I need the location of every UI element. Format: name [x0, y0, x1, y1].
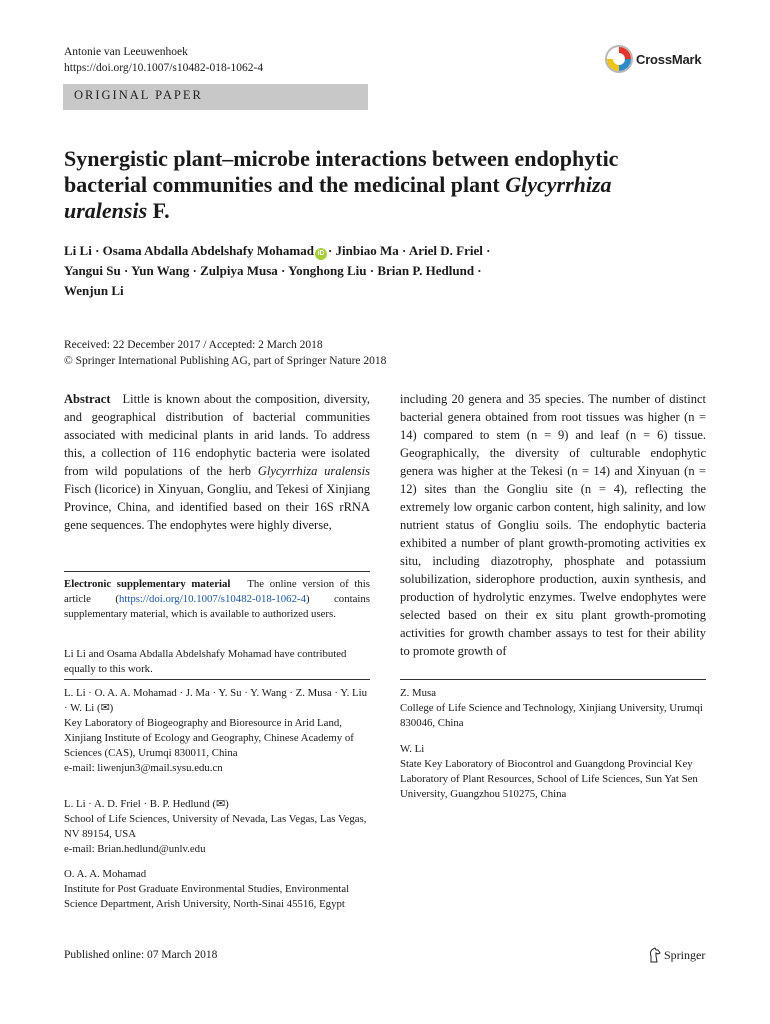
affiliation-address: School of Life Sciences, University of Nevada, Las Vegas, Las Vegas, NV 89154, USA	[64, 813, 367, 840]
affiliation-block	[64, 797, 370, 857]
affiliation-address: Institute for Post Graduate Environmental Studies, Environmental Science Department, Arish University, North-Sinai 45516, Egypt	[64, 883, 350, 910]
springer-label: Springer	[664, 947, 706, 962]
affiliation-names: L. Li · O. A. A. Mohamad · J. Ma · Y. Su · Y. Wang · Z. Musa · Y. Liu · W. Li (✉)	[64, 687, 368, 714]
esm-text-b: ) contains supplementary material, which is available to authorized users.	[64, 593, 370, 620]
authors-line-2: Yangui Su · Yun Wang · Zulpiya Musa · Yonghong Liu · Brian P. Hedlund ·	[64, 263, 482, 278]
affiliation-email[interactable]: e-mail: liwenjun3@mail.sysu.edu.cn	[64, 762, 223, 774]
authors-rest: · Jinbiao Ma · Ariel D. Friel ·	[327, 243, 491, 258]
article-title	[64, 146, 684, 224]
affiliation-names: W. Li	[400, 743, 425, 755]
affiliation-address: Key Laboratory of Biogeography and Bioresource in Arid Land, Xinjiang Institute of Ecology and Geography, Chinese Academy of Sciences (CAS), Urumqi 830011, China	[64, 717, 354, 759]
journal-header	[64, 44, 263, 76]
affiliation-names: Z. Musa	[400, 687, 436, 699]
abstract-text-a: Little is known about the composition, diversity, and geographical distribution of bacterial communities associated with medicinal plants in arid lands. To address this, a collection of 116 endophytic bacteria were isolated from wild populations of the herb	[64, 392, 371, 478]
affiliation-block	[64, 686, 370, 776]
esm-note	[64, 577, 370, 622]
abstract-heading: Abstract	[64, 392, 111, 406]
title-authority: F.	[147, 198, 170, 223]
affiliation-names: L. Li · A. D. Friel · B. P. Hedlund (✉)	[64, 798, 229, 810]
authors-line-1	[64, 241, 694, 261]
title-species: Glycyrrhiza uralensis	[64, 172, 612, 223]
contribution-note: Li Li and Osama Abdalla Abdelshafy Mohamad have contributed equally to this work.	[64, 648, 347, 675]
received-accepted: Received: 22 December 2017 / Accepted: 2 March 2018	[64, 339, 323, 351]
affiliation-block	[64, 867, 370, 912]
affiliation-block	[400, 686, 706, 731]
orcid-icon[interactable]: iD	[315, 248, 327, 260]
journal-name: Antonie van Leeuwenhoek	[64, 46, 188, 58]
affiliation-address: College of Life Science and Technology, Xinjiang University, Urumqi 830046, China	[400, 702, 703, 729]
abstract-species: Glycyrrhiza uralensis	[257, 464, 370, 478]
article-dates	[64, 337, 386, 369]
doi-link[interactable]: https://doi.org/10.1007/s10482-018-1062-4	[64, 62, 264, 74]
affiliation-block	[400, 742, 706, 802]
affiliation-divider-left	[64, 679, 370, 680]
affiliation-names: O. A. A. Mohamad	[64, 868, 147, 880]
title-text: Synergistic plant–microbe interactions between endophytic bacterial communities and the medicinal plant	[64, 146, 619, 197]
authors-line-3: Wenjun Li	[64, 283, 124, 298]
affiliation-address: State Key Laboratory of Biocontrol and Guangdong Provincial Key Laboratory of Plant Resources, School of Life Sciences, Sun Yat Sen University, Guangzhou 510275, China	[400, 758, 698, 800]
crossmark-icon	[604, 44, 634, 74]
esm-link[interactable]: https://doi.org/10.1007/s10482-018-1062-4	[119, 593, 306, 605]
affiliation-email[interactable]: e-mail: Brian.hedlund@unlv.edu	[64, 843, 206, 855]
affiliation-divider-right	[400, 679, 706, 680]
crossmark-badge[interactable]	[604, 44, 714, 74]
abstract-continued: including 20 genera and 35 species. The number of distinct bacterial genera obtained from root tissues was higher (n = 14) compared to stem (n = 9) and leaf (n = 6) tissue. Geographically, the diversity of culturable endophytic genera was higher at the Tekesi (n = 14) and Xinyuan (n = 12) sites than the Gongliu site (n = 4), reflecting the extremely low organic carbon content, high salinity, and low nutrient status of Gongliu soils. The endophytic bacteria exhibited a number of plant growth-promoting activities ex situ, including diazotrophy, phosphate and potassium solubilization, siderophore production, auxin synthesis, and production of hydrolytic enzymes. Twelve endophytes were selected based on their ex situ plant growth-promoting activities for growth chamber assays to test for their ability to promote growth of	[400, 392, 706, 658]
esm-text-a: The online version of this article (	[64, 578, 370, 605]
springer-horse-icon	[648, 947, 661, 963]
springer-logo	[648, 947, 705, 963]
published-online: Published online: 07 March 2018	[64, 949, 218, 961]
authors-first: Li Li · Osama Abdalla Abdelshafy Mohamad	[64, 243, 314, 258]
crossmark-label: CrossMark	[636, 51, 702, 67]
esm-heading: Electronic supplementary material	[64, 578, 231, 590]
author-list	[64, 241, 694, 301]
section-banner-label: ORIGINAL PAPER	[74, 88, 203, 102]
abstract-text-b: Fisch (licorice) in Xinyuan, Gongliu, and Tekesi of Xinjiang Province, China, and identified based on their 16S rRNA gene sequences. The endophytes were highly diverse,	[64, 482, 370, 532]
abstract-column	[64, 390, 370, 534]
footnote-divider	[64, 571, 370, 572]
copyright-line: © Springer International Publishing AG, part of Springer Nature 2018	[64, 355, 387, 367]
